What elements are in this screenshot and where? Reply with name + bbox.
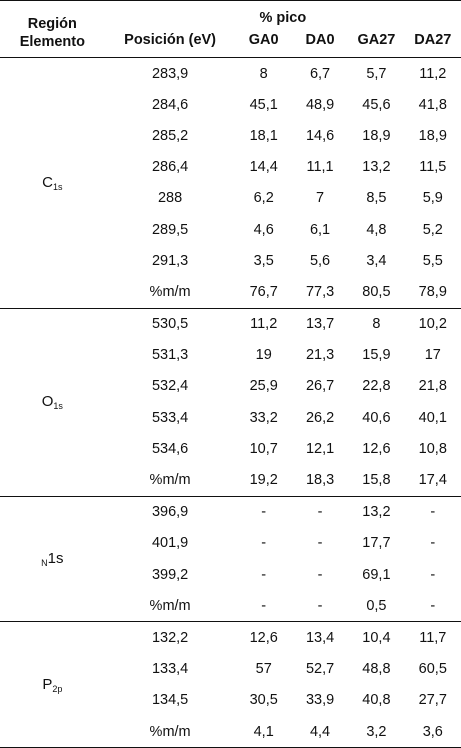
region-group — [0, 622, 461, 748]
value-cell: 78,9 — [418, 283, 447, 300]
position-cell: 396,9 — [151, 504, 189, 521]
value-cell: 22,8 — [362, 378, 391, 395]
value-cell: 11,1 — [306, 159, 334, 176]
position-cell: %m/m — [149, 283, 191, 300]
value-cell: 19 — [255, 347, 272, 364]
value-cell: 40,1 — [418, 409, 447, 426]
value-cell: 40,8 — [362, 692, 391, 709]
region-prefix: N — [41, 558, 48, 568]
value-cell: 5,5 — [422, 252, 443, 269]
region-element-header — [0, 1, 105, 58]
value-cell: 18,9 — [418, 127, 447, 144]
value-cell: 10,4 — [362, 629, 391, 646]
value-cell: 13,4 — [305, 629, 335, 646]
value-cell: 69,1 — [362, 566, 391, 583]
value-cell: 6,1 — [309, 221, 331, 238]
value-cell: - — [261, 535, 267, 552]
value-cell: - — [430, 566, 436, 583]
value-cell: 21,8 — [418, 378, 447, 395]
region-cell — [0, 58, 105, 309]
region-symbol: P — [42, 675, 53, 693]
value-cell: 52,7 — [305, 661, 335, 678]
value-cell: 11,7 — [419, 629, 447, 646]
value-cell: 11,5 — [419, 159, 447, 176]
position-cell: %m/m — [149, 723, 191, 740]
value-cell: 15,9 — [362, 347, 391, 364]
value-cell: 57 — [255, 661, 272, 678]
position-cell: 283,9 — [151, 65, 189, 82]
element-label: Elemento — [19, 34, 85, 50]
value-cell: 18,3 — [305, 472, 335, 489]
value-cell: 11,2 — [419, 65, 447, 82]
position-cell: 401,9 — [151, 535, 189, 552]
value-cell: 14,6 — [305, 127, 335, 144]
value-cell: 4,1 — [253, 723, 274, 740]
position-cell: 533,4 — [151, 409, 189, 426]
position-cell: 399,2 — [151, 566, 189, 583]
region-symbol: O — [41, 393, 54, 411]
value-cell: 3,4 — [366, 252, 387, 269]
region-subscript: 1s — [53, 401, 63, 412]
value-cell: 12,1 — [305, 440, 335, 457]
value-cell: 4,8 — [366, 221, 387, 238]
position-cell: 285,2 — [151, 127, 189, 144]
position-cell: 530,5 — [151, 316, 189, 333]
region-symbol: C — [42, 173, 53, 191]
position-cell: %m/m — [149, 597, 191, 614]
region-cell — [0, 496, 105, 622]
value-cell: 18,9 — [362, 127, 391, 144]
value-cell: 5,7 — [366, 65, 387, 82]
column-header-position: Posición (eV) — [124, 32, 217, 48]
column-header-ga27: GA27 — [357, 32, 396, 48]
value-cell: 5,9 — [422, 190, 443, 207]
value-cell: 25,9 — [249, 378, 278, 395]
value-cell: - — [261, 566, 267, 583]
value-cell: 8 — [372, 316, 381, 333]
position-cell: 291,3 — [151, 252, 189, 269]
value-cell: 8,5 — [366, 190, 387, 207]
value-cell: 80,5 — [362, 283, 391, 300]
value-cell: 10,2 — [418, 316, 447, 333]
position-cell: 534,6 — [151, 440, 189, 457]
region-group — [0, 58, 461, 309]
value-cell: 10,8 — [418, 440, 447, 457]
value-cell: 60,5 — [418, 661, 447, 678]
value-cell: 76,7 — [249, 283, 278, 300]
position-cell: 284,6 — [151, 96, 189, 113]
value-cell: 0,5 — [366, 597, 387, 614]
value-cell: 18,1 — [249, 127, 278, 144]
value-cell: 4,4 — [309, 723, 331, 740]
value-cell: 45,1 — [249, 96, 278, 113]
value-cell: - — [317, 504, 323, 521]
value-cell: - — [430, 535, 436, 552]
column-header-da0: DA0 — [305, 32, 335, 48]
value-cell: 15,8 — [362, 472, 391, 489]
value-cell: 17,7 — [362, 535, 391, 552]
value-cell: 26,2 — [305, 409, 335, 426]
position-cell: 132,2 — [151, 629, 189, 646]
value-cell: 8 — [259, 65, 268, 82]
value-cell: 40,6 — [362, 409, 391, 426]
value-cell: 41,8 — [418, 96, 447, 113]
value-cell: 21,3 — [305, 347, 335, 364]
value-cell: 48,9 — [305, 96, 335, 113]
region-cell — [0, 308, 105, 496]
value-cell: 26,7 — [305, 378, 335, 395]
value-cell: 12,6 — [249, 629, 278, 646]
position-cell: 134,5 — [151, 692, 189, 709]
value-cell: 14,4 — [249, 159, 278, 176]
position-cell: 532,4 — [151, 378, 189, 395]
value-cell: - — [430, 597, 436, 614]
region-subscript: 2p — [52, 683, 63, 694]
value-cell: 27,7 — [418, 692, 447, 709]
value-cell: 19,2 — [249, 472, 278, 489]
percent-peak-header: % pico — [259, 10, 307, 26]
region-cell — [0, 622, 105, 748]
value-cell: 11,2 — [250, 316, 278, 333]
value-cell: 4,6 — [253, 221, 274, 238]
value-cell: - — [317, 597, 323, 614]
position-cell: 288 — [157, 190, 183, 207]
value-cell: 17,4 — [418, 472, 447, 489]
value-cell: 6,7 — [309, 65, 331, 82]
value-cell: - — [261, 504, 267, 521]
table-row — [0, 622, 461, 654]
value-cell: 77,3 — [305, 283, 335, 300]
table-row — [0, 496, 461, 528]
position-cell: 531,3 — [151, 347, 189, 364]
table-header — [0, 1, 461, 58]
value-cell: 13,2 — [362, 504, 391, 521]
position-cell: 286,4 — [151, 159, 189, 176]
value-cell: 10,7 — [249, 440, 278, 457]
region-symbol: 1s — [47, 550, 64, 567]
value-cell: 30,5 — [249, 692, 278, 709]
value-cell: 5,6 — [309, 252, 331, 269]
value-cell: 5,2 — [422, 221, 443, 238]
value-cell: 7 — [316, 190, 325, 207]
value-cell: - — [261, 597, 267, 614]
column-header-ga0: GA0 — [248, 32, 279, 48]
value-cell: - — [317, 566, 323, 583]
value-cell: 3,6 — [422, 723, 443, 740]
region-group — [0, 308, 461, 496]
value-cell: 13,7 — [305, 316, 335, 333]
position-cell: %m/m — [149, 472, 191, 489]
value-cell: - — [317, 535, 323, 552]
column-header-da27: DA27 — [414, 32, 452, 48]
value-cell: 6,2 — [253, 190, 274, 207]
value-cell: 33,9 — [305, 692, 335, 709]
position-cell: 289,5 — [151, 221, 189, 238]
value-cell: 3,5 — [253, 252, 274, 269]
value-cell: 12,6 — [362, 440, 391, 457]
value-cell: 17 — [424, 347, 441, 364]
value-cell: 13,2 — [362, 159, 391, 176]
table-row — [0, 58, 461, 90]
table-row — [0, 308, 461, 340]
value-cell: 33,2 — [249, 409, 278, 426]
value-cell: 45,6 — [362, 96, 391, 113]
position-cell: 133,4 — [151, 661, 189, 678]
region-subscript: 1s — [53, 181, 63, 192]
region-group — [0, 496, 461, 622]
value-cell: 48,8 — [362, 661, 391, 678]
value-cell: - — [430, 504, 436, 521]
region-label: Región — [27, 16, 77, 32]
value-cell: 3,2 — [366, 723, 387, 740]
